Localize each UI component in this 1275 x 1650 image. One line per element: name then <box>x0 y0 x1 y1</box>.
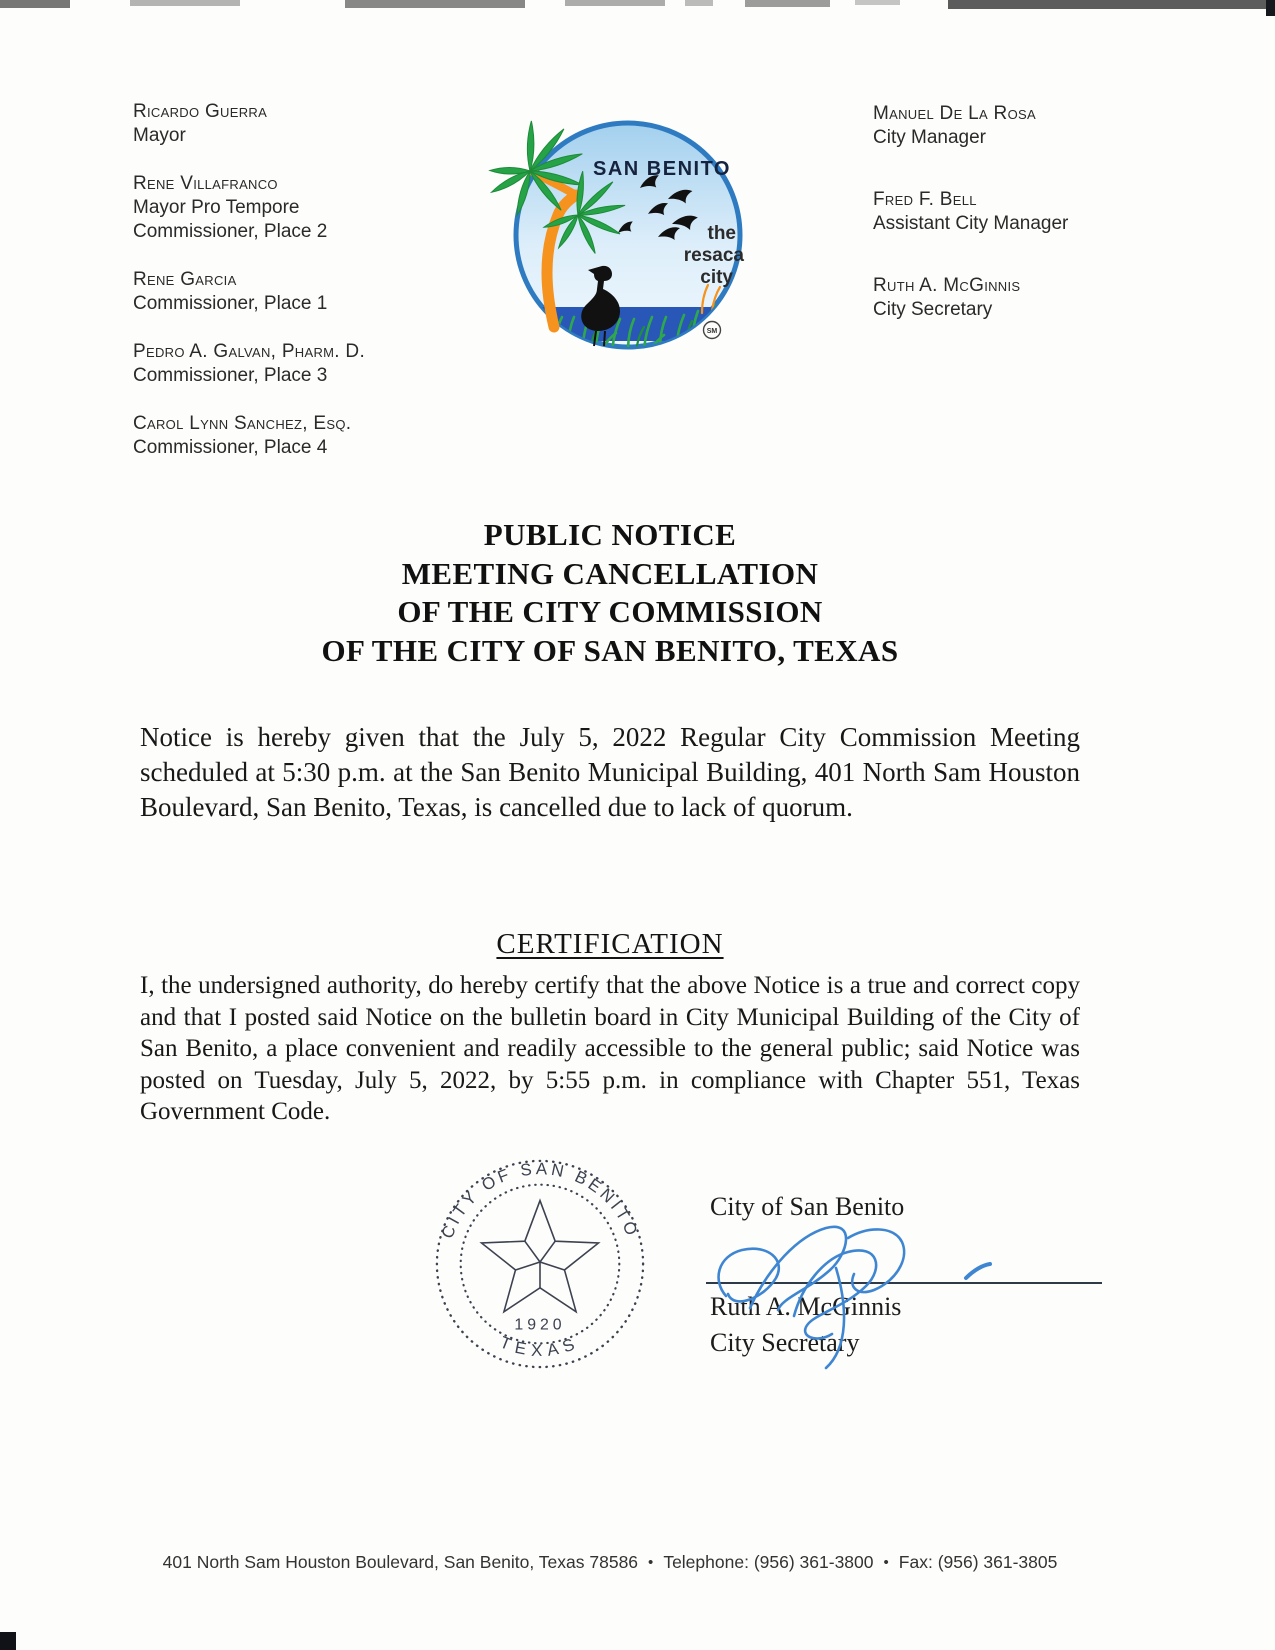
official-title: Mayor Pro Tempore <box>133 197 300 218</box>
seal-year: 1920 <box>514 1316 566 1334</box>
title-line: OF THE CITY OF SAN BENITO, TEXAS <box>321 632 899 668</box>
svg-text:TEXAS <box>497 1333 582 1360</box>
signature-organization: City of San Benito <box>710 1192 905 1221</box>
title-line: PUBLIC NOTICE <box>483 517 737 552</box>
official-name: Carol Lynn Sanchez, Esq. <box>133 413 352 434</box>
signature-name: Ruth A. McGinnis <box>710 1292 902 1321</box>
official-commissioner-4 <box>133 412 463 460</box>
official-commissioner-3 <box>133 340 463 388</box>
footer-fax: (956) 361-3805 <box>937 1552 1058 1572</box>
service-mark-icon <box>704 322 721 339</box>
officials-left-column <box>133 100 463 484</box>
footer-telephone-label: Telephone: <box>663 1552 749 1572</box>
official-name: Rene Villafranco <box>133 173 278 194</box>
signature-title: City Secretary <box>710 1328 860 1357</box>
bullet-separator-icon: • <box>648 1554 654 1571</box>
seal-bottom-text: TEXAS <box>497 1332 583 1360</box>
official-name: Manuel De La Rosa <box>873 103 1036 124</box>
scan-artifact-bottom <box>0 1632 16 1650</box>
logo-city-name: SAN BENITO <box>593 158 731 180</box>
logo-tagline-the: the <box>707 223 736 244</box>
official-title: Mayor <box>133 125 186 146</box>
certification-body: I, the undersigned authority, do hereby certify that the above Notice is a true and correct copy and that I posted said Notice on the bulletin board in City Municipal Building of the City of San Benito, a place convenient and readily accessible to the general public; said Notice was posted on Tuesday, July 5, 2022, by 5:55 p.m. in compliance with Chapter 551, Texas Government Code. <box>140 972 1080 1125</box>
handwritten-signature <box>698 1198 1038 1383</box>
city-seal-icon <box>426 1150 654 1378</box>
bullet-separator-icon: • <box>883 1554 889 1571</box>
official-mayor <box>133 100 463 148</box>
scan-artifact-top <box>948 0 1275 9</box>
scan-artifact-top <box>855 0 900 5</box>
official-title: City Secretary <box>873 299 993 320</box>
official-name: Rene Garcia <box>133 269 237 290</box>
official-commissioner-1 <box>133 268 463 316</box>
notice-body: Notice is hereby given that the July 5, 2022 Regular City Commission Meeting scheduled at 5:30 p.m. at the San Benito Municipal Building, 401 North Sam Houston Boulevard, San Benito, Texas, is cancelled due to lack of quorum. <box>140 722 1080 822</box>
official-name: Pedro A. Galvan, Pharm. D. <box>133 341 366 362</box>
footer-contact-line <box>0 1552 1220 1573</box>
official-title: City Manager <box>873 127 986 148</box>
certification-heading: CERTIFICATION <box>496 928 724 960</box>
scan-artifact-top <box>565 0 665 6</box>
official-title: Commissioner, Place 3 <box>133 365 328 386</box>
signature-ink-icon <box>719 1227 990 1368</box>
official-title: Commissioner, Place 1 <box>133 293 328 314</box>
official-title: Commissioner, Place 4 <box>133 437 328 458</box>
title-line: MEETING CANCELLATION <box>401 555 819 591</box>
title-line: OF THE CITY COMMISSION <box>397 594 823 629</box>
notice-title <box>80 516 1140 670</box>
svg-text:SM: SM <box>706 328 718 335</box>
san-benito-city-logo <box>450 103 750 371</box>
official-assistant-city-manager <box>873 188 1203 236</box>
seal-top-text: CITY OF SAN BENITO <box>437 1159 643 1242</box>
logo-tagline-resaca: resaca <box>683 245 744 266</box>
seal-star-icon <box>482 1201 599 1312</box>
scan-artifact-corner <box>1266 0 1275 16</box>
scan-artifact-top <box>685 0 713 6</box>
scan-artifact-top <box>345 0 525 8</box>
city-seal <box>426 1150 654 1378</box>
official-title: Commissioner, Place 2 <box>133 221 328 242</box>
footer-telephone: (956) 361-3800 <box>753 1552 874 1572</box>
scan-artifact-top <box>745 0 830 7</box>
official-city-secretary <box>873 274 1203 322</box>
official-city-manager <box>873 102 1203 150</box>
scan-artifact-top <box>130 0 240 6</box>
official-name: Ricardo Guerra <box>133 101 268 122</box>
official-title: Assistant City Manager <box>873 213 1069 234</box>
footer-address: 401 North Sam Houston Boulevard, San Benito, Texas 78586 <box>162 1552 639 1572</box>
scan-artifact-top <box>0 0 70 8</box>
official-name: Fred F. Bell <box>873 189 977 210</box>
officials-right-column <box>873 102 1203 360</box>
footer-fax-label: Fax: <box>898 1552 933 1572</box>
official-mayor-pro-tempore <box>133 172 463 244</box>
logo-tagline-city: city <box>700 267 733 288</box>
official-name: Ruth A. McGinnis <box>873 275 1021 296</box>
city-logo-icon <box>450 103 750 371</box>
